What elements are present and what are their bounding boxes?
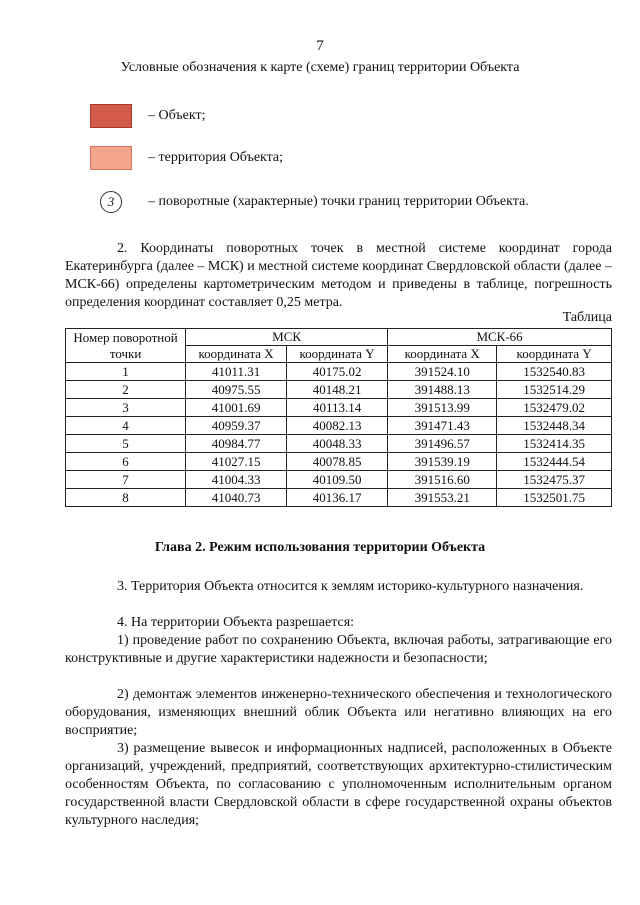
cell-msk66-y: 1532414.35 (497, 435, 612, 453)
table-row (66, 453, 612, 471)
legend-item-object (90, 102, 205, 130)
coordinates-table (65, 328, 612, 507)
table-row (66, 489, 612, 507)
object-swatch-icon (90, 104, 132, 128)
paragraph-permitted-1: 1) проведение работ по сохранению Объекта, включая работы, затрагивающие его конструктивные и другие характеристики надежности и безопасности; (65, 633, 612, 666)
turning-point-circle-icon: 3 (100, 191, 122, 213)
cell-point: 7 (66, 471, 186, 489)
header-msk66-y: координата Y (497, 346, 612, 363)
cell-msk66-y: 1532475.37 (497, 471, 612, 489)
cell-msk66-y: 1532448.34 (497, 417, 612, 435)
cell-msk-x: 41001.69 (186, 399, 287, 417)
cell-msk-y: 40113.14 (287, 399, 388, 417)
cell-msk66-x: 391539.19 (388, 453, 497, 471)
table-caption: Таблица (562, 310, 612, 325)
cell-msk66-x: 391471.43 (388, 417, 497, 435)
cell-msk66-x: 391516.60 (388, 471, 497, 489)
page-number: 7 (316, 38, 324, 54)
table-row (66, 381, 612, 399)
cell-msk-x: 40975.55 (186, 381, 287, 399)
cell-msk66-y: 1532514.29 (497, 381, 612, 399)
cell-msk-y: 40082.13 (287, 417, 388, 435)
legend-item-territory (90, 144, 283, 172)
paragraph-permitted-2: 2) демонтаж элементов инженерно-технического обеспечения и технологического оборудования, изменяющих внешний облик Объекта или негативно влияющих на его восприятие; (65, 687, 612, 738)
paragraph-land-category: 3. Территория Объекта относится к землям историко-культурного назначения. (117, 579, 584, 594)
cell-msk66-y: 1532479.02 (497, 399, 612, 417)
cell-msk-x: 41040.73 (186, 489, 287, 507)
cell-msk-y: 40109.50 (287, 471, 388, 489)
cell-msk66-y: 1532444.54 (497, 453, 612, 471)
cell-msk-y: 40048.33 (287, 435, 388, 453)
table-row (66, 399, 612, 417)
cell-msk66-x: 391524.10 (388, 363, 497, 381)
cell-msk66-y: 1532540.83 (497, 363, 612, 381)
cell-msk-y: 40136.17 (287, 489, 388, 507)
legend-title: Условные обозначения к карте (схеме) границ территории Объекта (120, 60, 520, 75)
legend-label: – поворотные (характерные) точки границ территории Объекта. (148, 194, 529, 209)
header-msk-x: координата X (186, 346, 287, 363)
cell-msk-y: 40148.21 (287, 381, 388, 399)
paragraph-permitted-3: 3) размещение вывесок и информационных надписей, расположенных в Объекте организаций, учреждений, предприятий, соответствующих архитектурно-стилистическим особенностям Объекта, по согласованию с уполномоченным исполнительным органом государственной власти Свердловской области в сфере государственной охраны объектов культурного наследия; (65, 741, 612, 828)
paragraph-coordinates: 2. Координаты поворотных точек в местной системе координат города Екатеринбурга (далее – МСК) и местной системе координат Свердловской области (далее – МСК-66) определены картометрическим методом и приведены в таблице, погрешность определения координат составляет 0,25 метра. (65, 241, 612, 310)
cell-msk66-x: 391553.21 (388, 489, 497, 507)
cell-point: 6 (66, 453, 186, 471)
header-msk-y: координата Y (287, 346, 388, 363)
cell-msk-x: 41027.15 (186, 453, 287, 471)
paragraph-permitted-intro: 4. На территории Объекта разрешается: (117, 615, 355, 630)
table-row (66, 363, 612, 381)
cell-point: 8 (66, 489, 186, 507)
cell-msk-y: 40175.02 (287, 363, 388, 381)
cell-msk66-y: 1532501.75 (497, 489, 612, 507)
cell-point: 4 (66, 417, 186, 435)
cell-msk66-x: 391496.57 (388, 435, 497, 453)
cell-msk66-x: 391488.13 (388, 381, 497, 399)
cell-point: 3 (66, 399, 186, 417)
header-msk66: МСК-66 (388, 329, 612, 346)
cell-msk-x: 41011.31 (186, 363, 287, 381)
legend-item-turning-point (90, 188, 529, 216)
cell-point: 1 (66, 363, 186, 381)
legend-label: – территория Объекта; (148, 150, 284, 165)
cell-msk-x: 41004.33 (186, 471, 287, 489)
legend-label: – Объект; (148, 108, 206, 123)
cell-point: 2 (66, 381, 186, 399)
table-row (66, 417, 612, 435)
territory-swatch-icon (90, 146, 132, 170)
header-msk66-x: координата X (388, 346, 497, 363)
cell-msk-x: 40959.37 (186, 417, 287, 435)
header-msk: МСК (186, 329, 388, 346)
header-point-number: Номер поворотной точки (66, 329, 186, 363)
cell-msk-x: 40984.77 (186, 435, 287, 453)
cell-msk66-x: 391513.99 (388, 399, 497, 417)
table-row (66, 435, 612, 453)
cell-msk-y: 40078.85 (287, 453, 388, 471)
cell-point: 5 (66, 435, 186, 453)
chapter-title: Глава 2. Режим использования территории Объекта (154, 540, 486, 555)
table-row (66, 471, 612, 489)
